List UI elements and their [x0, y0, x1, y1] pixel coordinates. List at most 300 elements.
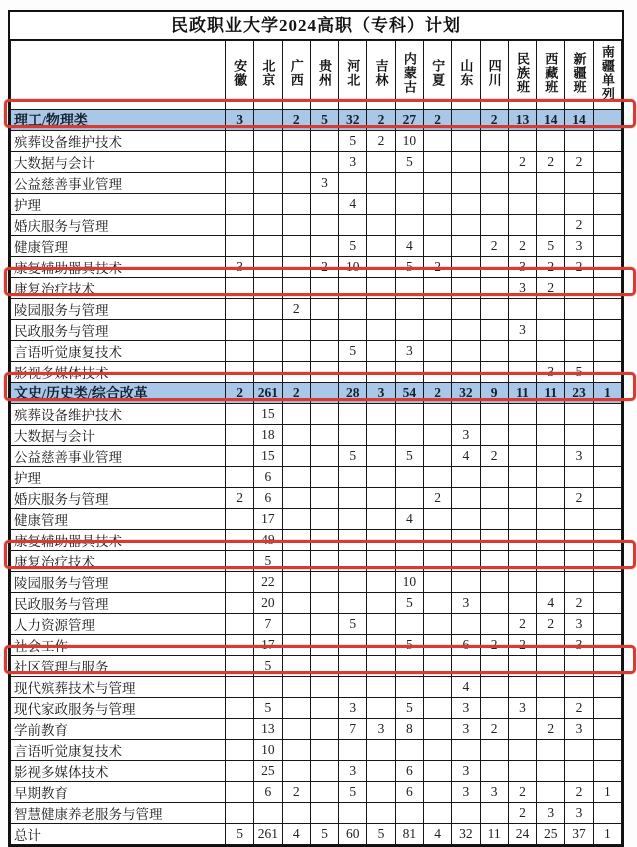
- column-header-label: 南疆单列: [599, 44, 615, 101]
- plan-cell: 13: [254, 719, 282, 740]
- plan-cell: [282, 467, 310, 488]
- plan-cell: [282, 425, 310, 446]
- plan-cell: 2: [508, 614, 536, 635]
- plan-cell: 2: [367, 131, 395, 152]
- plan-cell: 2: [226, 488, 254, 509]
- column-header: [480, 41, 508, 110]
- plan-cell: 5: [339, 614, 367, 635]
- plan-cell: [508, 299, 536, 320]
- plan-cell: 4: [423, 824, 451, 845]
- row-label: 健康管理: [11, 509, 226, 530]
- plan-cell: [508, 362, 536, 383]
- plan-cell: [395, 362, 423, 383]
- plan-cell: [565, 509, 593, 530]
- plan-cell: 17: [254, 509, 282, 530]
- plan-cell: [423, 635, 451, 656]
- row-label: 婚庆服务与管理: [11, 215, 226, 236]
- plan-cell: 5: [395, 257, 423, 278]
- plan-cell: [423, 761, 451, 782]
- plan-cell: [423, 341, 451, 362]
- plan-cell: [593, 320, 621, 341]
- row-label: 言语听觉康复技术: [11, 341, 226, 362]
- plan-cell: [565, 656, 593, 677]
- plan-cell: [282, 509, 310, 530]
- plan-cell: [480, 677, 508, 698]
- plan-cell: [367, 488, 395, 509]
- plan-cell: [367, 803, 395, 824]
- row-label: 陵园服务与管理: [11, 299, 226, 320]
- plan-cell: [226, 362, 254, 383]
- plan-cell: [480, 614, 508, 635]
- plan-cell: [367, 782, 395, 803]
- plan-cell: [282, 593, 310, 614]
- page-title: 民政职业大学2024高职（专科）计划: [10, 12, 622, 40]
- plan-cell: [480, 425, 508, 446]
- plan-cell: 2: [565, 593, 593, 614]
- row-label: 健康管理: [11, 236, 226, 257]
- plan-cell: 5: [254, 551, 282, 572]
- row-label: 言语听觉康复技术: [11, 740, 226, 761]
- plan-cell: 4: [537, 593, 565, 614]
- table-row: [11, 593, 622, 614]
- plan-cell: [310, 236, 338, 257]
- plan-cell: [423, 152, 451, 173]
- plan-cell: 4: [452, 446, 480, 467]
- plan-cell: [452, 803, 480, 824]
- plan-cell: [480, 257, 508, 278]
- plan-cell: [282, 341, 310, 362]
- plan-cell: [452, 152, 480, 173]
- plan-cell: 3: [226, 110, 254, 131]
- plan-cell: 24: [508, 824, 536, 845]
- plan-cell: [367, 572, 395, 593]
- plan-cell: [508, 341, 536, 362]
- plan-cell: 10: [254, 740, 282, 761]
- plan-cell: [226, 635, 254, 656]
- plan-cell: 5: [339, 782, 367, 803]
- plan-cell: 8: [395, 719, 423, 740]
- plan-cell: [367, 236, 395, 257]
- plan-cell: [310, 656, 338, 677]
- plan-cell: [226, 194, 254, 215]
- plan-cell: 5: [537, 236, 565, 257]
- plan-cell: [310, 194, 338, 215]
- plan-cell: [565, 530, 593, 551]
- plan-cell: [226, 404, 254, 425]
- plan-cell: [395, 551, 423, 572]
- plan-cell: 20: [254, 593, 282, 614]
- plan-cell: 2: [367, 110, 395, 131]
- plan-cell: [452, 110, 480, 131]
- plan-cell: 81: [395, 824, 423, 845]
- table-row: [11, 257, 622, 278]
- plan-cell: [423, 803, 451, 824]
- plan-cell: [310, 152, 338, 173]
- plan-cell: 2: [565, 215, 593, 236]
- plan-cell: [537, 656, 565, 677]
- plan-cell: [423, 740, 451, 761]
- plan-cell: [367, 362, 395, 383]
- plan-cell: [593, 110, 621, 131]
- table-row: [11, 635, 622, 656]
- plan-cell: 5: [565, 362, 593, 383]
- column-header-label: 广西: [288, 58, 304, 87]
- table-row: [11, 530, 622, 551]
- plan-cell: [452, 488, 480, 509]
- plan-cell: 6: [254, 488, 282, 509]
- plan-cell: 37: [565, 824, 593, 845]
- plan-cell: [480, 572, 508, 593]
- plan-cell: 3: [565, 719, 593, 740]
- plan-cell: [367, 299, 395, 320]
- column-header-label: 山东: [458, 58, 474, 87]
- column-header: [310, 41, 338, 110]
- plan-cell: [452, 530, 480, 551]
- plan-cell: [310, 131, 338, 152]
- plan-cell: [310, 530, 338, 551]
- table-row: [11, 656, 622, 677]
- plan-cell: [226, 656, 254, 677]
- plan-cell: [480, 467, 508, 488]
- table-row: [11, 278, 622, 299]
- row-label: 婚庆服务与管理: [11, 488, 226, 509]
- plan-cell: [423, 194, 451, 215]
- plan-cell: [480, 299, 508, 320]
- plan-cell: [310, 551, 338, 572]
- plan-cell: [480, 656, 508, 677]
- column-header: [339, 41, 367, 110]
- plan-cell: 3: [452, 593, 480, 614]
- plan-cell: 3: [508, 257, 536, 278]
- plan-cell: 3: [452, 425, 480, 446]
- plan-cell: 3: [565, 635, 593, 656]
- plan-cell: [310, 299, 338, 320]
- row-label: 民政服务与管理: [11, 320, 226, 341]
- plan-cell: [282, 194, 310, 215]
- plan-cell: [480, 278, 508, 299]
- total-row: [11, 824, 622, 845]
- plan-cell: [310, 698, 338, 719]
- plan-cell: [310, 215, 338, 236]
- plan-cell: [367, 530, 395, 551]
- column-header-label: 吉林: [373, 58, 389, 87]
- table-row: [11, 467, 622, 488]
- plan-cell: [537, 761, 565, 782]
- column-header: [565, 41, 593, 110]
- plan-cell: 3: [367, 719, 395, 740]
- plan-cell: [565, 467, 593, 488]
- plan-cell: [423, 656, 451, 677]
- table-row: [11, 173, 622, 194]
- plan-cell: 261: [254, 824, 282, 845]
- plan-cell: [480, 341, 508, 362]
- plan-cell: [310, 635, 338, 656]
- plan-cell: [367, 425, 395, 446]
- plan-cell: 2: [480, 635, 508, 656]
- plan-cell: [593, 509, 621, 530]
- plan-cell: [565, 341, 593, 362]
- plan-cell: [480, 215, 508, 236]
- corner-cell: [11, 41, 226, 110]
- plan-cell: [395, 299, 423, 320]
- plan-cell: [226, 761, 254, 782]
- plan-cell: [537, 446, 565, 467]
- plan-cell: 2: [537, 257, 565, 278]
- plan-cell: [508, 530, 536, 551]
- plan-cell: [480, 362, 508, 383]
- plan-cell: [452, 362, 480, 383]
- plan-cell: [395, 488, 423, 509]
- plan-cell: [226, 236, 254, 257]
- plan-cell: [339, 488, 367, 509]
- plan-table: [10, 40, 622, 845]
- plan-cell: [395, 320, 423, 341]
- plan-cell: [593, 593, 621, 614]
- plan-cell: [226, 425, 254, 446]
- plan-cell: [395, 656, 423, 677]
- row-label: 学前教育: [11, 719, 226, 740]
- plan-cell: [282, 362, 310, 383]
- table-row: [11, 698, 622, 719]
- plan-cell: 15: [254, 404, 282, 425]
- plan-cell: [452, 278, 480, 299]
- plan-cell: 2: [537, 719, 565, 740]
- plan-cell: [310, 614, 338, 635]
- plan-cell: [226, 614, 254, 635]
- plan-cell: 32: [452, 824, 480, 845]
- section-row: [11, 110, 622, 131]
- plan-cell: [593, 362, 621, 383]
- plan-cell: [226, 320, 254, 341]
- plan-cell: 3: [537, 362, 565, 383]
- plan-cell: 2: [480, 446, 508, 467]
- row-label: 康复辅助器具技术: [11, 257, 226, 278]
- plan-cell: [565, 677, 593, 698]
- plan-cell: [226, 698, 254, 719]
- row-label: 理工/物理类: [11, 110, 226, 131]
- plan-cell: 10: [395, 131, 423, 152]
- plan-cell: [423, 236, 451, 257]
- row-label: 民政服务与管理: [11, 593, 226, 614]
- plan-cell: [339, 677, 367, 698]
- plan-cell: [593, 677, 621, 698]
- plan-cell: 3: [339, 761, 367, 782]
- plan-cell: 1: [593, 824, 621, 845]
- plan-cell: [254, 677, 282, 698]
- plan-cell: 22: [254, 572, 282, 593]
- plan-cell: [423, 698, 451, 719]
- plan-cell: [452, 215, 480, 236]
- plan-cell: [508, 656, 536, 677]
- plan-cell: 4: [339, 194, 367, 215]
- plan-cell: [537, 698, 565, 719]
- table-row: [11, 404, 622, 425]
- plan-cell: 3: [339, 152, 367, 173]
- plan-cell: [565, 404, 593, 425]
- plan-cell: 5: [339, 236, 367, 257]
- plan-cell: 27: [395, 110, 423, 131]
- row-label: 智慧健康养老服务与管理: [11, 803, 226, 824]
- plan-cell: [310, 383, 338, 404]
- plan-cell: [226, 467, 254, 488]
- plan-cell: [282, 446, 310, 467]
- plan-cell: 5: [310, 110, 338, 131]
- plan-cell: [226, 509, 254, 530]
- plan-cell: 4: [395, 509, 423, 530]
- plan-cell: [593, 257, 621, 278]
- plan-cell: [593, 803, 621, 824]
- plan-cell: 9: [480, 383, 508, 404]
- plan-cell: [282, 677, 310, 698]
- plan-cell: [254, 803, 282, 824]
- plan-cell: [339, 656, 367, 677]
- plan-cell: [593, 236, 621, 257]
- plan-cell: 6: [254, 782, 282, 803]
- table-row: [11, 152, 622, 173]
- plan-cell: [423, 425, 451, 446]
- plan-cell: [480, 803, 508, 824]
- table-row: [11, 782, 622, 803]
- plan-cell: [226, 341, 254, 362]
- plan-cell: [339, 740, 367, 761]
- plan-cell: 3: [226, 257, 254, 278]
- plan-cell: [310, 425, 338, 446]
- plan-cell: 10: [395, 572, 423, 593]
- plan-cell: 3: [452, 719, 480, 740]
- plan-cell: [254, 194, 282, 215]
- row-label: 大数据与会计: [11, 425, 226, 446]
- plan-cell: [593, 572, 621, 593]
- plan-cell: [423, 719, 451, 740]
- plan-cell: 5: [395, 635, 423, 656]
- plan-cell: 2: [508, 152, 536, 173]
- plan-cell: [480, 593, 508, 614]
- column-header: [282, 41, 310, 110]
- plan-cell: [423, 509, 451, 530]
- plan-cell: 5: [339, 131, 367, 152]
- plan-cell: [339, 299, 367, 320]
- plan-cell: [367, 656, 395, 677]
- plan-cell: [508, 446, 536, 467]
- plan-cell: [339, 509, 367, 530]
- plan-cell: [480, 173, 508, 194]
- plan-cell: [339, 320, 367, 341]
- plan-cell: [537, 635, 565, 656]
- row-label: 护理: [11, 194, 226, 215]
- plan-cell: [226, 278, 254, 299]
- plan-cell: [282, 530, 310, 551]
- plan-cell: 2: [226, 383, 254, 404]
- plan-cell: 2: [565, 488, 593, 509]
- plan-cell: [537, 404, 565, 425]
- plan-cell: [395, 215, 423, 236]
- plan-cell: [282, 152, 310, 173]
- column-header: [226, 41, 254, 110]
- plan-cell: 11: [508, 383, 536, 404]
- plan-cell: [254, 299, 282, 320]
- plan-cell: 2: [282, 110, 310, 131]
- plan-cell: [226, 593, 254, 614]
- plan-cell: [310, 782, 338, 803]
- plan-cell: [452, 131, 480, 152]
- plan-cell: 5: [254, 656, 282, 677]
- plan-cell: [310, 677, 338, 698]
- row-label: 康复辅助器具技术: [11, 530, 226, 551]
- row-label: 影视多媒体技术: [11, 362, 226, 383]
- plan-cell: [254, 131, 282, 152]
- plan-cell: 60: [339, 824, 367, 845]
- plan-cell: [367, 404, 395, 425]
- plan-cell: [452, 740, 480, 761]
- plan-cell: 2: [423, 383, 451, 404]
- plan-cell: [452, 236, 480, 257]
- plan-cell: 3: [452, 698, 480, 719]
- plan-cell: [537, 320, 565, 341]
- plan-cell: [395, 803, 423, 824]
- plan-cell: 6: [452, 635, 480, 656]
- plan-cell: [565, 320, 593, 341]
- plan-cell: 14: [565, 110, 593, 131]
- plan-cell: [282, 803, 310, 824]
- plan-cell: [226, 173, 254, 194]
- column-header: [423, 41, 451, 110]
- plan-cell: [282, 215, 310, 236]
- plan-cell: [593, 404, 621, 425]
- plan-cell: [339, 362, 367, 383]
- plan-cell: [452, 467, 480, 488]
- plan-cell: [565, 131, 593, 152]
- plan-cell: [593, 530, 621, 551]
- plan-cell: [367, 698, 395, 719]
- plan-cell: 2: [537, 278, 565, 299]
- plan-cell: [367, 593, 395, 614]
- plan-cell: [565, 740, 593, 761]
- plan-cell: [226, 446, 254, 467]
- plan-cell: [282, 173, 310, 194]
- plan-cell: [508, 509, 536, 530]
- table-row: [11, 509, 622, 530]
- plan-cell: [452, 509, 480, 530]
- plan-cell: 28: [339, 383, 367, 404]
- plan-cell: [593, 698, 621, 719]
- plan-cell: [452, 257, 480, 278]
- table-row: [11, 299, 622, 320]
- plan-cell: [423, 404, 451, 425]
- plan-cell: [367, 320, 395, 341]
- plan-cell: [310, 404, 338, 425]
- plan-cell: [226, 572, 254, 593]
- table-row: [11, 215, 622, 236]
- plan-cell: [537, 572, 565, 593]
- plan-cell: [593, 131, 621, 152]
- plan-cell: 2: [480, 236, 508, 257]
- plan-cell: [537, 299, 565, 320]
- plan-cell: [593, 215, 621, 236]
- plan-cell: [367, 551, 395, 572]
- plan-cell: [310, 719, 338, 740]
- plan-cell: [593, 761, 621, 782]
- plan-cell: [480, 761, 508, 782]
- plan-cell: 5: [395, 446, 423, 467]
- plan-cell: [480, 194, 508, 215]
- plan-cell: [282, 236, 310, 257]
- plan-cell: [367, 509, 395, 530]
- plan-cell: 11: [480, 824, 508, 845]
- plan-cell: [423, 215, 451, 236]
- plan-cell: [508, 488, 536, 509]
- plan-cell: 2: [480, 719, 508, 740]
- plan-cell: 5: [367, 824, 395, 845]
